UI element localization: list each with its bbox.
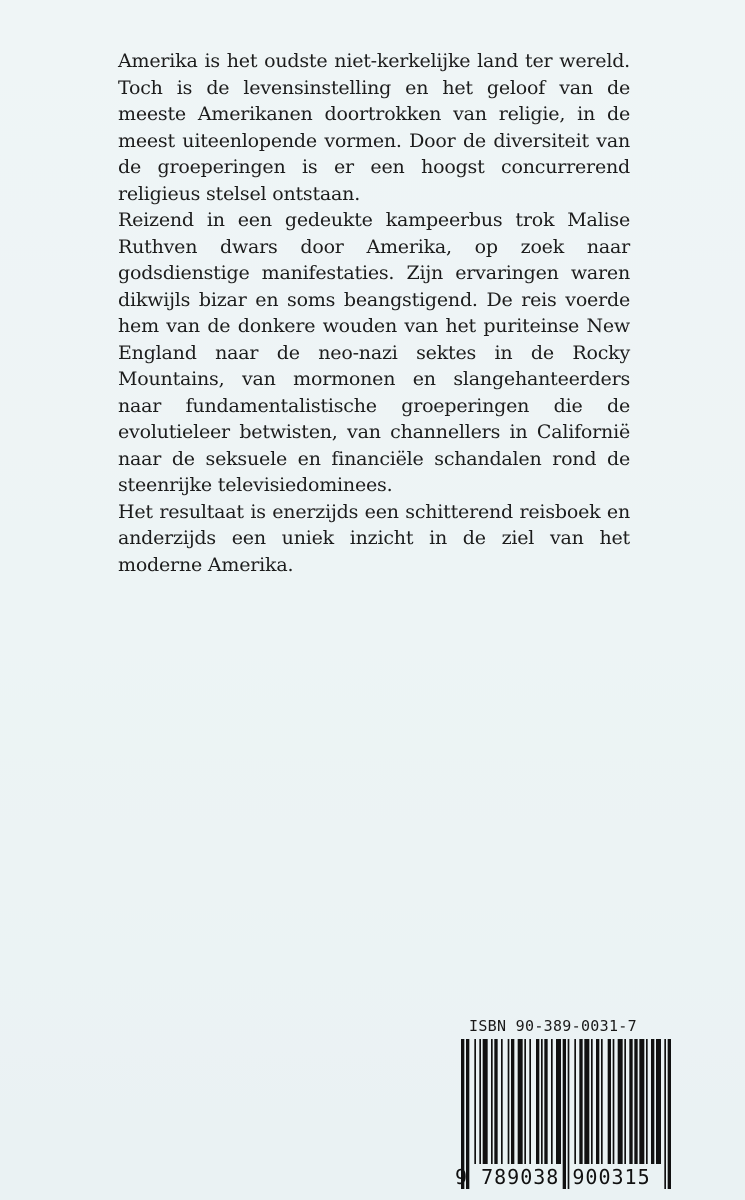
barcode-bar <box>608 1039 611 1164</box>
blurb-paragraph-1: Amerika is het oudste niet-kerkelijke land ter wereld. Toch is de levensinstelling en het geloof van de meeste Amerikanen doortrokken van religie, in de meest uiteenlopende vormen. Door de diversiteit van de groeperingen is er een hoogst concurrerend religieus stelsel ontstaan. <box>118 50 630 205</box>
barcode-bar <box>556 1039 561 1164</box>
barcode-bar <box>584 1039 589 1164</box>
barcode-bar <box>524 1039 526 1164</box>
isbn-number: ISBN 90-389-0031-7 <box>469 1017 637 1035</box>
barcode-bar <box>479 1039 481 1164</box>
barcode-bar <box>529 1039 531 1164</box>
barcode-bar <box>656 1039 661 1164</box>
barcode-bar <box>596 1039 599 1164</box>
barcode-bar <box>474 1039 476 1164</box>
barcode-bar <box>579 1039 582 1164</box>
barcode-bar <box>601 1039 603 1164</box>
barcode-bar <box>551 1039 553 1164</box>
barcode-bar <box>646 1039 648 1164</box>
barcode-bar <box>634 1039 637 1164</box>
barcode-bar <box>664 1039 666 1189</box>
barcode-bar <box>541 1039 543 1164</box>
barcode-bar <box>591 1039 593 1164</box>
barcode-bar <box>618 1039 623 1164</box>
barcode-bar <box>651 1039 654 1164</box>
barcode-bar <box>494 1039 497 1164</box>
barcode-digits: 9 789038 900315 <box>455 1165 651 1189</box>
barcode-bar <box>613 1039 615 1164</box>
barcode-bar <box>668 1039 671 1189</box>
barcode-bar <box>639 1039 644 1164</box>
blurb-paragraph-2: Reizend in een gedeukte kampeerbus trok Malise Ruthven dwars door Amerika, op zoek naar godsdienstige manifestaties. Zijn ervaringen waren dikwijls bizar en soms beangstigend. De reis voerde hem van de donkere wouden van het puriteinse New England naar de neo-nazi sektes in de Rocky Mountains, van mormonen en slangehanteerders naar fundamentalistische groeperingen die de evolutieleer betwisten, van channellers in Californië naar de seksuele en financiële schandalen rond de steenrijke televisiedominees. <box>118 209 630 496</box>
barcode-bar <box>508 1039 510 1164</box>
barcode-bar <box>491 1039 493 1164</box>
barcode-bar <box>518 1039 523 1164</box>
barcode-bar <box>574 1039 576 1164</box>
blurb-paragraph-3: Het resultaat is enerzijds een schitterend reisboek en anderzijds een uniek inzicht in de ziel van het moderne Amerika. <box>118 500 630 576</box>
blurb-text <box>118 48 630 578</box>
barcode-bar <box>511 1039 514 1164</box>
barcode-bar <box>483 1039 488 1164</box>
barcode-bar <box>629 1039 632 1164</box>
barcode-bar <box>624 1039 626 1164</box>
barcode-bar <box>544 1039 547 1164</box>
barcode-bar <box>501 1039 503 1164</box>
barcode-bar <box>536 1039 539 1164</box>
